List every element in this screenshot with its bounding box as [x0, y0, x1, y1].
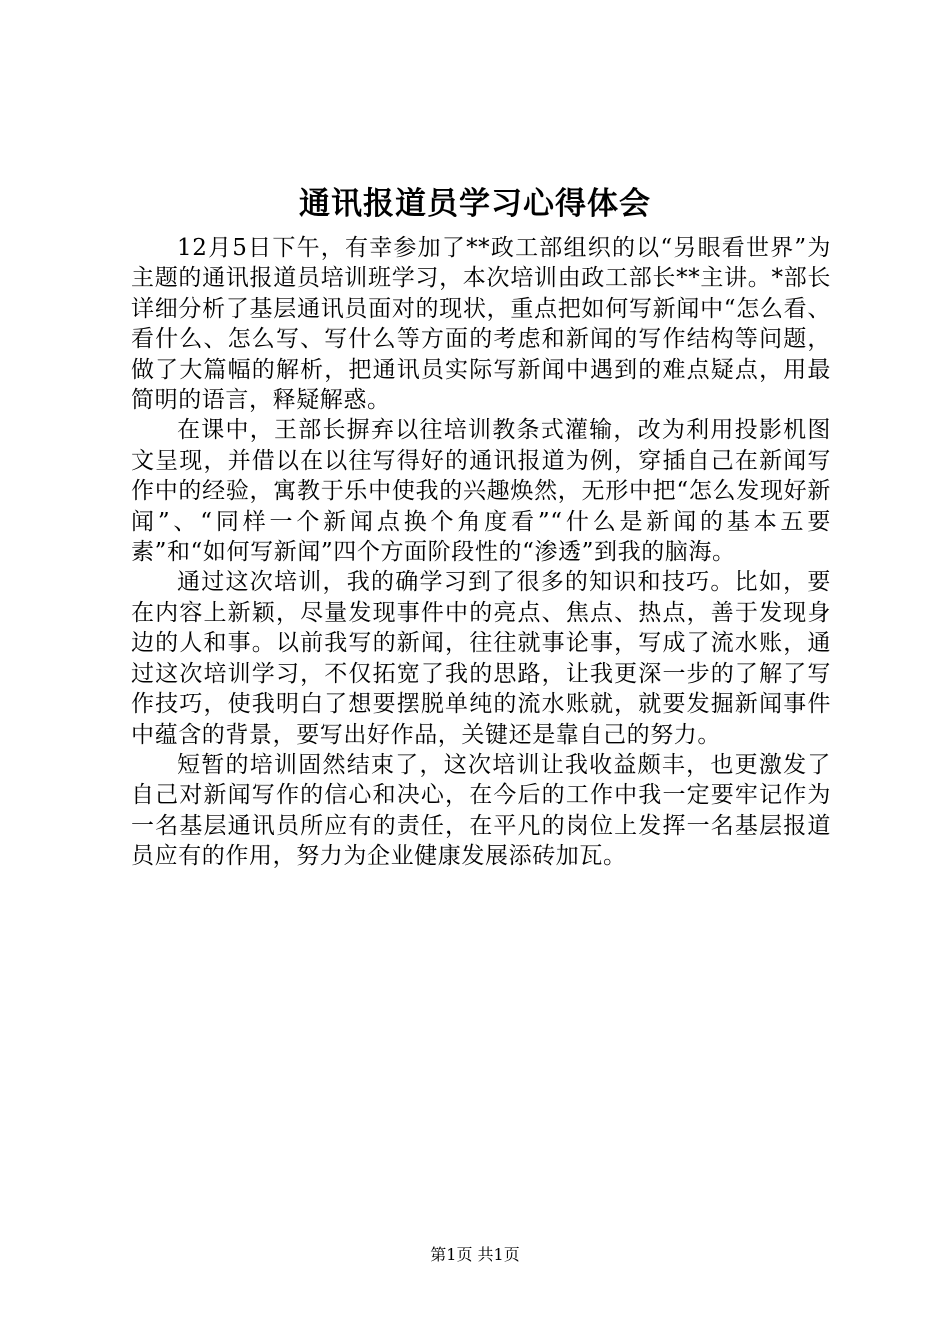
- paragraph-4: 短暂的培训固然结束了，这次培训让我收益颇丰，也更激发了自己对新闻写作的信心和决心，在今后的工作中我一定要牢记作为一名基层通讯员所应有的责任，在平凡的岗位上发挥一名基层报道员应有的作用，努力为企业健康发展添砖加瓦。: [131, 751, 831, 870]
- document-body: [131, 233, 831, 872]
- page-footer: 第1页 共1页: [430, 1245, 520, 1264]
- paragraph-1: 12月5日下午，有幸参加了**政工部组织的以“另眼看世界”为主题的通讯报道员培训班学习，本次培训由政工部长**主讲。*部长详细分析了基层通讯员面对的现状，重点把如何写新闻中“怎么看、看什么、怎么写、写什么等方面的考虑和新闻的写作结构等问题，做了大篇幅的解析，把通讯员实际写新闻中遇到的难点疑点，用最简明的语言，释疑解惑。: [131, 235, 831, 414]
- paragraph-2: 在课中，王部长摒弃以往培训教条式灌输，改为利用投影机图文呈现，并借以在以往写得好的通讯报道为例，穿插自己在新闻写作中的经验，寓教于乐中使我的兴趣焕然，无形中把“怎么发现好新闻”、“同样一个新闻点换个角度看”“什么是新闻的基本五要素”和“如何写新闻”四个方面阶段性的“渗透”到我的脑海。: [131, 417, 831, 566]
- paragraph-3: 通过这次培训，我的确学习到了很多的知识和技巧。比如，要在内容上新颖，尽量发现事件中的亮点、焦点、热点，善于发现身边的人和事。以前我写的新闻，往往就事论事，写成了流水账，通过这次培训学习，不仅拓宽了我的思路，让我更深一步的了解了写作技巧，使我明白了想要摆脱单纯的流水账就，就要发掘新闻事件中蕴含的背景，要写出好作品，关键还是靠自己的努力。: [131, 569, 831, 748]
- document-title: 通讯报道员学习心得体会: [299, 186, 651, 222]
